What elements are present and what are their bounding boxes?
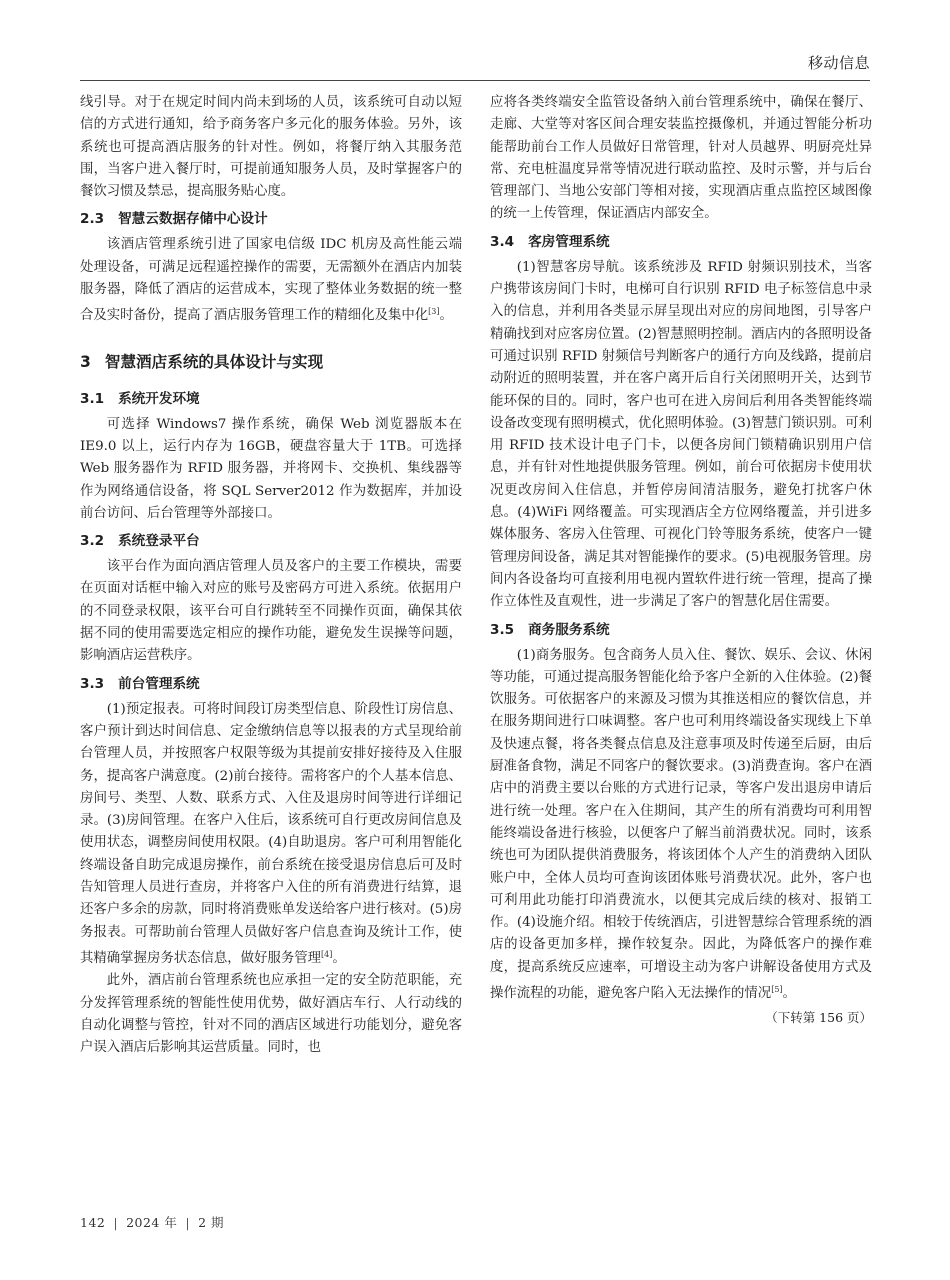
paragraph-text: (1)商务服务。包含商务人员入住、餐饮、娱乐、会议、休闲等功能，可通过提高服务智能化给予客户全新的入住体验。(2)餐饮服务。可依据客户的来源及习惯为其推送相应的餐饮信息，并在服务期间进行口味调整。客户也可利用终端设备实现线上下单及快速点餐，将各类餐点信息及注意事项及时传递至后厨，由后厨准备食物，满足不同客户的餐饮要求。(3)消费查询。客户在酒店中的消费主要以台账的方式进行记录，等客户发出退房申请后进行统一处理。客户在入住期间，其产生的所有消费均可利用智能终端设备进行核验，以便客户了解当前消费状况。同时，该系统也可为团队提供消费服务，将该团体个人产生的消费纳入团队账户中，全体人员均可查询该团体账号消费状况。此外，客户也可利用此功能打印消费流水，以便其完成后续的核对、报销工作。(4)设施介绍。相较于传统酒店，引进智慧综合管理系统的酒店的设备更加多样，操作较复杂。因此，为降低客户的操作难度，提高系统反应速率，可增设主动为客户讲解设备使用方式及操作流程的功能，避免客户陷入无法操作的情况: [490, 647, 872, 1001]
paragraph: [80, 234, 462, 327]
issue-year: 2024 年: [126, 1215, 178, 1230]
section-title: 商务服务系统: [528, 621, 610, 638]
citation-ref: [3]: [428, 307, 440, 317]
section-number: 3.4: [490, 233, 515, 250]
section-heading-3-5: [490, 619, 872, 641]
section-title: 系统登录平台: [118, 533, 200, 550]
paragraph-end: 。: [332, 950, 346, 966]
header-divider: [80, 80, 870, 81]
paragraph-end: 。: [782, 985, 796, 1001]
paragraph: 此外，酒店前台管理系统也应承担一定的安全防范职能，充分发挥管理系统的智能性使用优势，做好酒店车行、人行动线的自动化调整与管控，针对不同的酒店区域进行功能划分，避免客户误入酒店后影响其运营质量。同时，也: [80, 973, 462, 1056]
page-number: 142: [80, 1215, 106, 1230]
section-title: 系统开发环境: [118, 390, 200, 407]
section-heading-3-2: [80, 530, 462, 552]
paragraph-text: (1)预定报表。可将时间段订房类型信息、阶段性订房信息、客户预计到达时间信息、定金缴纳信息等以报表的方式呈现给前台管理人员，并按照客户权限等级为其提前安排好接待及入住服务，提高客户满意度。(2)前台接待。需将客户的个人基本信息、房间号、类型、人数、联系方式、入住及退房时间等进行详细记录。(3)房间管理。在客户入住后，该系统可自行更改房间信息及使用状态，调整房间使用权限。(4)自助退房。客户可利用智能化终端设备自助完成退房操作，前台系统在接受退房信息后可及时告知管理人员进行查房，并将客户入住的所有消费进行结算，退还客户多余的房款，同时将消费账单发送给客户进行核对。(5)房务报表。可帮助前台管理人员做好客户信息查询及统计工作，使其精确掌握房务状态信息，做好服务管理: [80, 701, 462, 966]
page-footer: [80, 1213, 224, 1231]
paragraph: 应将各类终端安全监管设备纳入前台管理系统中，确保在餐厅、走廊、大堂等对客区间合理安装监控摄像机，并通过智能分析功能帮助前台工作人员做好日常管理，针对人员越界、明厨亮灶异常、充电桩温度异常等情况进行联动监控、及时示警，并与后台管理部门、当地公安部门等相对接，实现酒店重点监控区域图像的统一上传管理，保证酒店内部安全。: [490, 95, 872, 222]
section-number: 3.3: [80, 675, 105, 692]
issue-number: 2 期: [198, 1215, 225, 1230]
paragraph: 该平台作为面向酒店管理人员及客户的主要工作模块，需要在页面对话框中输入对应的账号及密码方可进入系统。依据用户的不同登录权限，该平台可自行跳转至不同操作页面，确保其依据不同的使用需要选定相应的操作功能，避免发生误操等问题，影响酒店运营秩序。: [80, 559, 462, 664]
paragraph: 线引导。对于在规定时间内尚未到场的人员，该系统可自动以短信的方式进行通知，给予商务客户多元化的服务体验。另外，该系统也可提高酒店服务的针对性。例如，将餐厅纳入其服务范围，当客户进入餐厅时，可提前通知服务人员，及时掌握客户的餐饮习惯及禁忌，提高服务贴心度。: [80, 95, 462, 200]
section-title: 前台管理系统: [118, 675, 200, 692]
section-number: 2.3: [80, 211, 105, 228]
paragraph: [80, 699, 462, 971]
footer-separator: |: [185, 1215, 191, 1230]
paragraph-end: 。: [439, 308, 453, 324]
paragraph: [490, 645, 872, 1006]
footer-separator: |: [113, 1215, 119, 1230]
section-number: 3.5: [490, 621, 515, 638]
right-column: [490, 92, 872, 1194]
section-title: 智慧酒店系统的具体设计与实现: [104, 352, 324, 371]
page-header: [0, 0, 950, 82]
section-number: 3: [80, 352, 91, 371]
citation-ref: [5]: [771, 984, 783, 994]
continued-note: （下转第 156 页）: [765, 1010, 872, 1026]
paragraph-text: 该酒店管理系统引进了国家电信级 IDC 机房及高性能云端处理设备，可满足远程遥控操作的需要，无需额外在酒店内加装服务器，降低了酒店的运营成本，实现了整体业务数据的统一整合及实时备份，提高了酒店服务管理工作的精细化及集中化: [80, 237, 462, 324]
journal-name: 移动信息: [807, 54, 870, 72]
section-number: 3.2: [80, 533, 105, 550]
left-column: [80, 92, 462, 1194]
paragraph: (1)智慧客房导航。该系统涉及 RFID 射频识别技术，当客户携带该房间门卡时，电梯可自行识别 RFID 电子标签信息中录入的信息，并利用各类显示屏呈现出对应的房间地图，引导客户精确找到对应客房位置。(2)智慧照明控制。酒店内的各照明设备可通过识别 RFID 射频信号判断客户的通行方向及线路，提前启动附近的照明装置，并在客户离开后自行关闭照明开关，达到节能环保的目的。同时，客户也可在进入房间后利用各类智能终端设备改变现有照明模式，优化照明体验。(3)智慧门锁识别。可利用 RFID 技术设计电子门卡，以便各房间门锁精确识别用户信息，并有针对性地提供服务管理。例如，前台可依据房卡使用状况更改房间入住信息，并暂停房间清洁服务，避免打扰客户休息。(4)WiFi 网络覆盖。可实现酒店全方位网络覆盖，并引进多媒体服务、客房入住管理、可视化门铃等服务系统，使客户一键管理房间设备，满足其对智能操作的要求。(5)电视服务管理。房间内各设备均可直接利用电视内置软件进行统一管理，提高了操作立体性及直观性，进一步满足了客户的智慧化居住需要。: [490, 259, 872, 610]
section-heading-3-3: [80, 673, 462, 695]
section-heading-3: [80, 350, 462, 374]
section-title: 智慧云数据存储中心设计: [118, 211, 268, 228]
section-heading-3-4: [490, 231, 872, 253]
section-title: 客房管理系统: [528, 233, 610, 250]
citation-ref: [4]: [321, 949, 333, 959]
paragraph: 可选择 Windows7 操作系统，确保 Web 浏览器版本在 IE9.0 以上，运行内存为 16GB，硬盘容量大于 1TB。可选择 Web 服务器作为 RFID 服务器，并将网卡、交换机、集线器等作为网络通信设备，将 SQL Server2012 作为数据库，并加设前台访问、后台管理等外部接口。: [80, 416, 462, 521]
section-heading-2-3: [80, 208, 462, 230]
section-heading-3-1: [80, 388, 462, 410]
section-number: 3.1: [80, 390, 105, 407]
